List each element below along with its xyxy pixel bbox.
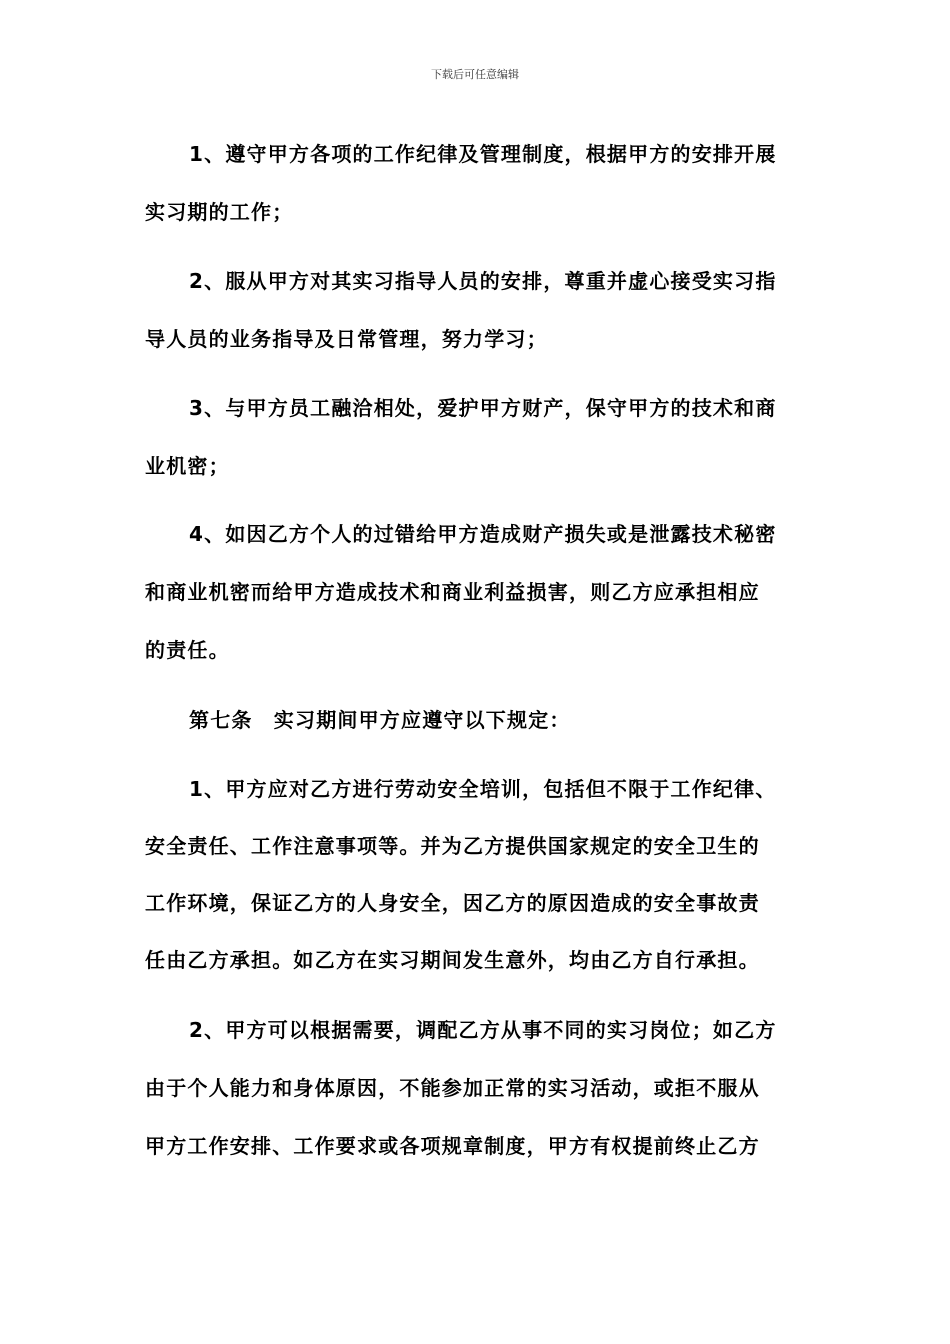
paragraph-line: 3、与甲方员工融洽相处，爱护甲方财产，保守甲方的技术和商 [189, 396, 777, 420]
paragraph-line: 和商业机密而给甲方造成技术和商业利益损害，则乙方应承担相应 [145, 580, 760, 604]
section-title: 第七条 实习期间甲方应遵守以下规定： [189, 708, 571, 732]
paragraph-line: 1、遵守甲方各项的工作纪律及管理制度，根据甲方的安排开展 [189, 142, 777, 166]
paragraph-line: 的责任。 [145, 638, 230, 662]
paragraph-line: 业机密； [145, 454, 230, 478]
paragraph-line: 1、甲方应对乙方进行劳动安全培训，包括但不限于工作纪律、 [189, 777, 777, 801]
paragraph-line: 实习期的工作； [145, 200, 294, 224]
paragraph-line: 甲方工作安排、工作要求或各项规章制度，甲方有权提前终止乙方 [145, 1134, 760, 1158]
paragraph-line: 工作环境，保证乙方的人身安全，因乙方的原因造成的安全事故责 [145, 891, 760, 915]
paragraph-line: 安全责任、工作注意事项等。并为乙方提供国家规定的安全卫生的 [145, 834, 760, 858]
paragraph-line: 任由乙方承担。如乙方在实习期间发生意外，均由乙方自行承担。 [145, 948, 760, 972]
paragraph-line: 2、服从甲方对其实习指导人员的安排，尊重并虚心接受实习指 [189, 269, 777, 293]
paragraph-line: 4、如因乙方个人的过错给甲方造成财产损失或是泄露技术秘密 [189, 522, 777, 546]
paragraph-line: 2、甲方可以根据需要，调配乙方从事不同的实习岗位；如乙方 [189, 1018, 777, 1042]
page-header: 下载后可任意编辑 [431, 68, 519, 81]
paragraph-line: 由于个人能力和身体原因，不能参加正常的实习活动，或拒不服从 [145, 1076, 760, 1100]
paragraph-line: 导人员的业务指导及日常管理，努力学习； [145, 327, 548, 351]
